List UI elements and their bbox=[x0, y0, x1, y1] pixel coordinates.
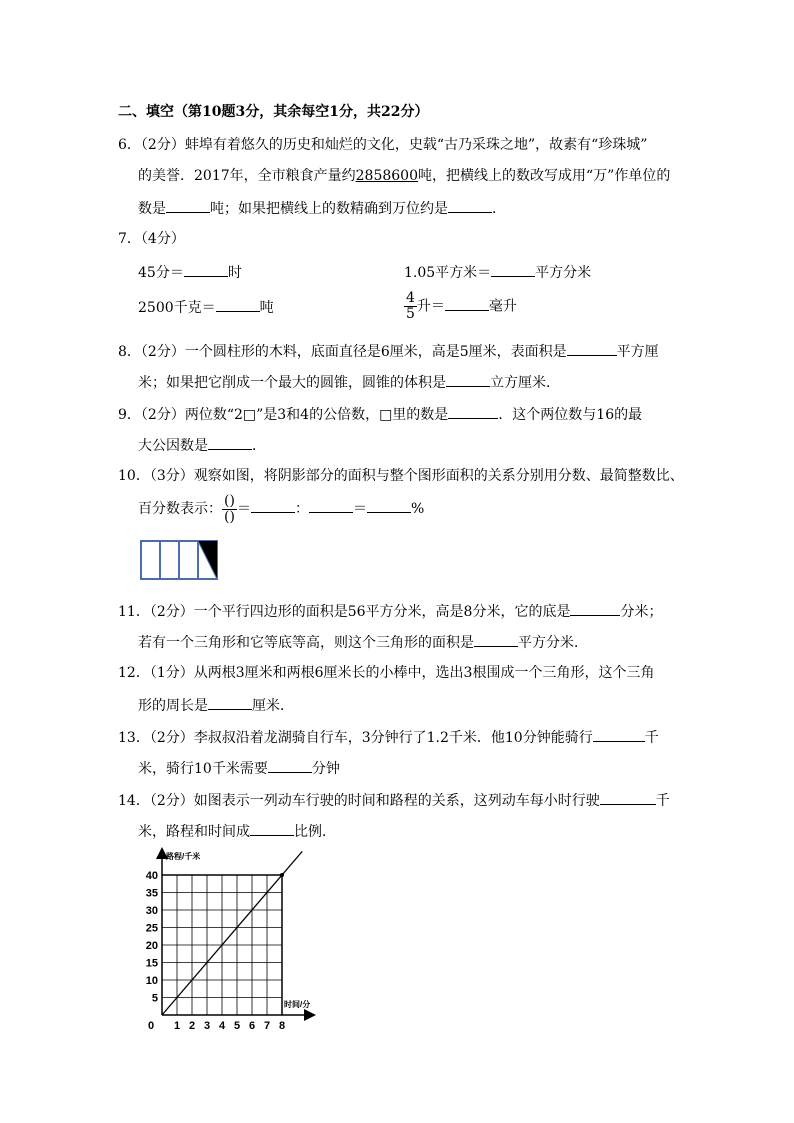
q11-line1 bbox=[118, 601, 662, 621]
fraction-numerator: () bbox=[224, 492, 235, 509]
q10-text: ＝ bbox=[236, 501, 251, 517]
y-tick-label: 40 bbox=[145, 870, 158, 882]
q14-blank-2[interactable] bbox=[250, 821, 294, 836]
q7-item-b bbox=[404, 262, 591, 282]
q7-blank-b[interactable] bbox=[491, 262, 535, 277]
q6-line1: 6．（2分）蚌埠有着悠久的历史和灿烂的文化，史载“古乃采珠之地”，故素有“珍珠城” bbox=[118, 137, 648, 153]
fraction-denominator: () bbox=[224, 508, 235, 525]
q13-text: 分钟 bbox=[311, 761, 340, 777]
origin-label: 0 bbox=[148, 1020, 155, 1030]
x-axis-label: 时间/分 bbox=[284, 1000, 311, 1009]
q8-blank-1[interactable] bbox=[567, 341, 617, 356]
q13-line2 bbox=[138, 758, 340, 778]
fraction-numerator: 4 bbox=[406, 290, 415, 306]
q10-text: % bbox=[410, 501, 425, 517]
q10-fraction bbox=[222, 494, 237, 525]
q11-blank-2[interactable] bbox=[474, 632, 518, 647]
q8-text: 立方厘米． bbox=[490, 375, 560, 391]
q13-line1 bbox=[118, 727, 659, 747]
q8-text: 8．（2分）一个圆柱形的木料，底面直径是6厘米，高是5厘米，表面积是 bbox=[118, 344, 567, 360]
y-tick-label: 30 bbox=[145, 905, 158, 917]
q13-text: 13．（2分）李叔叔沿着龙湖骑自行车，3分钟行了1.2千米．他10分钟能骑行 bbox=[118, 730, 593, 746]
q13-text: 米，骑行10千米需要 bbox=[138, 761, 268, 777]
q9-text: 大公因数是 bbox=[138, 438, 208, 454]
data-point bbox=[280, 873, 284, 877]
q12-text: 厘米． bbox=[252, 698, 294, 714]
q7-item-a bbox=[138, 262, 242, 282]
x-tick-label: 4 bbox=[218, 1020, 226, 1030]
q7-text: 时 bbox=[227, 265, 242, 281]
q13-blank-2[interactable] bbox=[268, 758, 312, 773]
q12-blank[interactable] bbox=[208, 695, 252, 710]
q7-item-d bbox=[404, 291, 517, 322]
q7-blank-a[interactable] bbox=[184, 262, 228, 277]
q7-blank-d[interactable] bbox=[445, 296, 489, 311]
q8-blank-2[interactable] bbox=[446, 372, 490, 387]
q10-blank-3[interactable] bbox=[367, 498, 411, 513]
q10-line2 bbox=[138, 492, 424, 526]
q12-line2 bbox=[138, 695, 294, 715]
y-tick-label: 10 bbox=[145, 975, 158, 987]
q6-underlined-number: 2858600 bbox=[355, 168, 418, 184]
q9-text: ． bbox=[252, 438, 266, 454]
q7-item-c bbox=[138, 297, 274, 317]
q11-line2 bbox=[138, 632, 588, 652]
q6-text: 数是 bbox=[138, 201, 166, 217]
q13-text: 千 bbox=[644, 730, 659, 746]
q6-text: 吨；如果把横线上的数精确到万位约是 bbox=[210, 201, 448, 217]
distance-time-chart bbox=[140, 840, 340, 1030]
q9-blank-2[interactable] bbox=[208, 435, 252, 450]
q6-blank-2[interactable] bbox=[448, 198, 492, 213]
q14-text: 14．（2分）如图表示一列动车行驶的时间和路程的关系，这列动车每小时行驶 bbox=[118, 793, 600, 809]
y-axis-label: 路程/千米 bbox=[166, 852, 201, 861]
q11-text: 平方分米． bbox=[518, 635, 588, 651]
q10-text: ＝ bbox=[352, 501, 367, 517]
q7-text: 升＝ bbox=[416, 298, 445, 315]
q9-blank-1[interactable] bbox=[448, 404, 498, 419]
q9-line1 bbox=[118, 404, 642, 424]
q11-text: 若有一个三角形和它等底等高，则这个三角形的面积是 bbox=[138, 635, 474, 651]
y-tick-label: 35 bbox=[145, 887, 158, 900]
q7-blank-c[interactable] bbox=[216, 297, 260, 312]
y-tick-label: 25 bbox=[145, 922, 158, 935]
q8-text: 米；如果把它削成一个最大的圆锥，圆锥的体积是 bbox=[138, 375, 446, 391]
q6-text: 的美誉．2017年，全市粮食产量约 bbox=[138, 168, 356, 184]
shaded-rectangle-figure bbox=[140, 540, 218, 580]
x-tick-label: 8 bbox=[278, 1020, 286, 1030]
q11-text: 分米； bbox=[620, 604, 663, 620]
q10-blank-2[interactable] bbox=[309, 498, 353, 513]
section-title: 二、填空（第10题3分，其余每空1分，共22分） bbox=[118, 104, 429, 120]
q7-text: 毫升 bbox=[488, 298, 517, 315]
q14-text: 米，路程和时间成 bbox=[138, 824, 250, 840]
q6-line3 bbox=[138, 198, 506, 218]
q10-text: ： bbox=[294, 501, 309, 517]
q7-text: 1.05平方米＝ bbox=[404, 265, 492, 281]
q8-line1 bbox=[118, 341, 659, 361]
q7-text: 2500千克＝ bbox=[138, 300, 216, 316]
q14-text: 比例． bbox=[294, 824, 336, 840]
x-tick-label: 2 bbox=[188, 1020, 196, 1030]
fraction-denominator: 5 bbox=[406, 306, 415, 322]
y-tick-label: 15 bbox=[145, 957, 158, 970]
q12-text: 形的周长是 bbox=[138, 698, 208, 714]
q14-blank-1[interactable] bbox=[600, 790, 656, 805]
q14-line1 bbox=[118, 790, 670, 810]
q12-line1: 12．（1分）从两根3厘米和两根6厘米长的小棒中，选出3根围成一个三角形，这个三角 bbox=[118, 665, 655, 681]
q7-text: 平方分米 bbox=[535, 265, 592, 281]
y-tick-label: 20 bbox=[145, 940, 158, 952]
q10-blank-1[interactable] bbox=[251, 498, 295, 513]
q14-line2 bbox=[138, 821, 336, 841]
q6-line2 bbox=[138, 167, 670, 185]
q9-line2 bbox=[138, 435, 266, 455]
x-tick-label: 5 bbox=[233, 1020, 241, 1030]
q9-text: 9．（2分）两位数“2□”是3和4的公倍数，□里的数是 bbox=[118, 407, 449, 423]
q8-line2 bbox=[138, 372, 560, 392]
q10-text: 百分数表示： bbox=[138, 501, 222, 517]
q9-text: ．这个两位数与16的最 bbox=[498, 407, 643, 423]
q6-blank-1[interactable] bbox=[166, 198, 210, 213]
y-tick-label: 5 bbox=[151, 992, 158, 1005]
x-tick-label: 7 bbox=[263, 1020, 271, 1030]
q10-line1: 10．（3分）观察如图，将阴影部分的面积与整个图形面积的关系分别用分数、最简整数比、 bbox=[118, 468, 684, 484]
q11-text: 11．（2分）一个平行四边形的面积是56平方分米，高是8分米，它的底是 bbox=[118, 604, 571, 620]
q7-head: 7．（4分） bbox=[118, 231, 185, 247]
q13-blank-1[interactable] bbox=[593, 727, 645, 742]
x-tick-label: 1 bbox=[173, 1020, 181, 1030]
q6-text: ． bbox=[492, 201, 506, 217]
q7-text: 吨 bbox=[259, 300, 274, 316]
q7-fraction bbox=[404, 291, 417, 322]
x-tick-label: 3 bbox=[203, 1020, 211, 1030]
q7-text: 45分＝ bbox=[138, 265, 184, 281]
q6-text: 吨，把横线上的数改写成用“万”作单位的 bbox=[418, 168, 671, 184]
x-tick-label: 6 bbox=[248, 1020, 256, 1030]
q11-blank-1[interactable] bbox=[570, 601, 620, 616]
q14-text: 千 bbox=[655, 793, 670, 809]
q8-text: 平方厘 bbox=[616, 344, 659, 360]
